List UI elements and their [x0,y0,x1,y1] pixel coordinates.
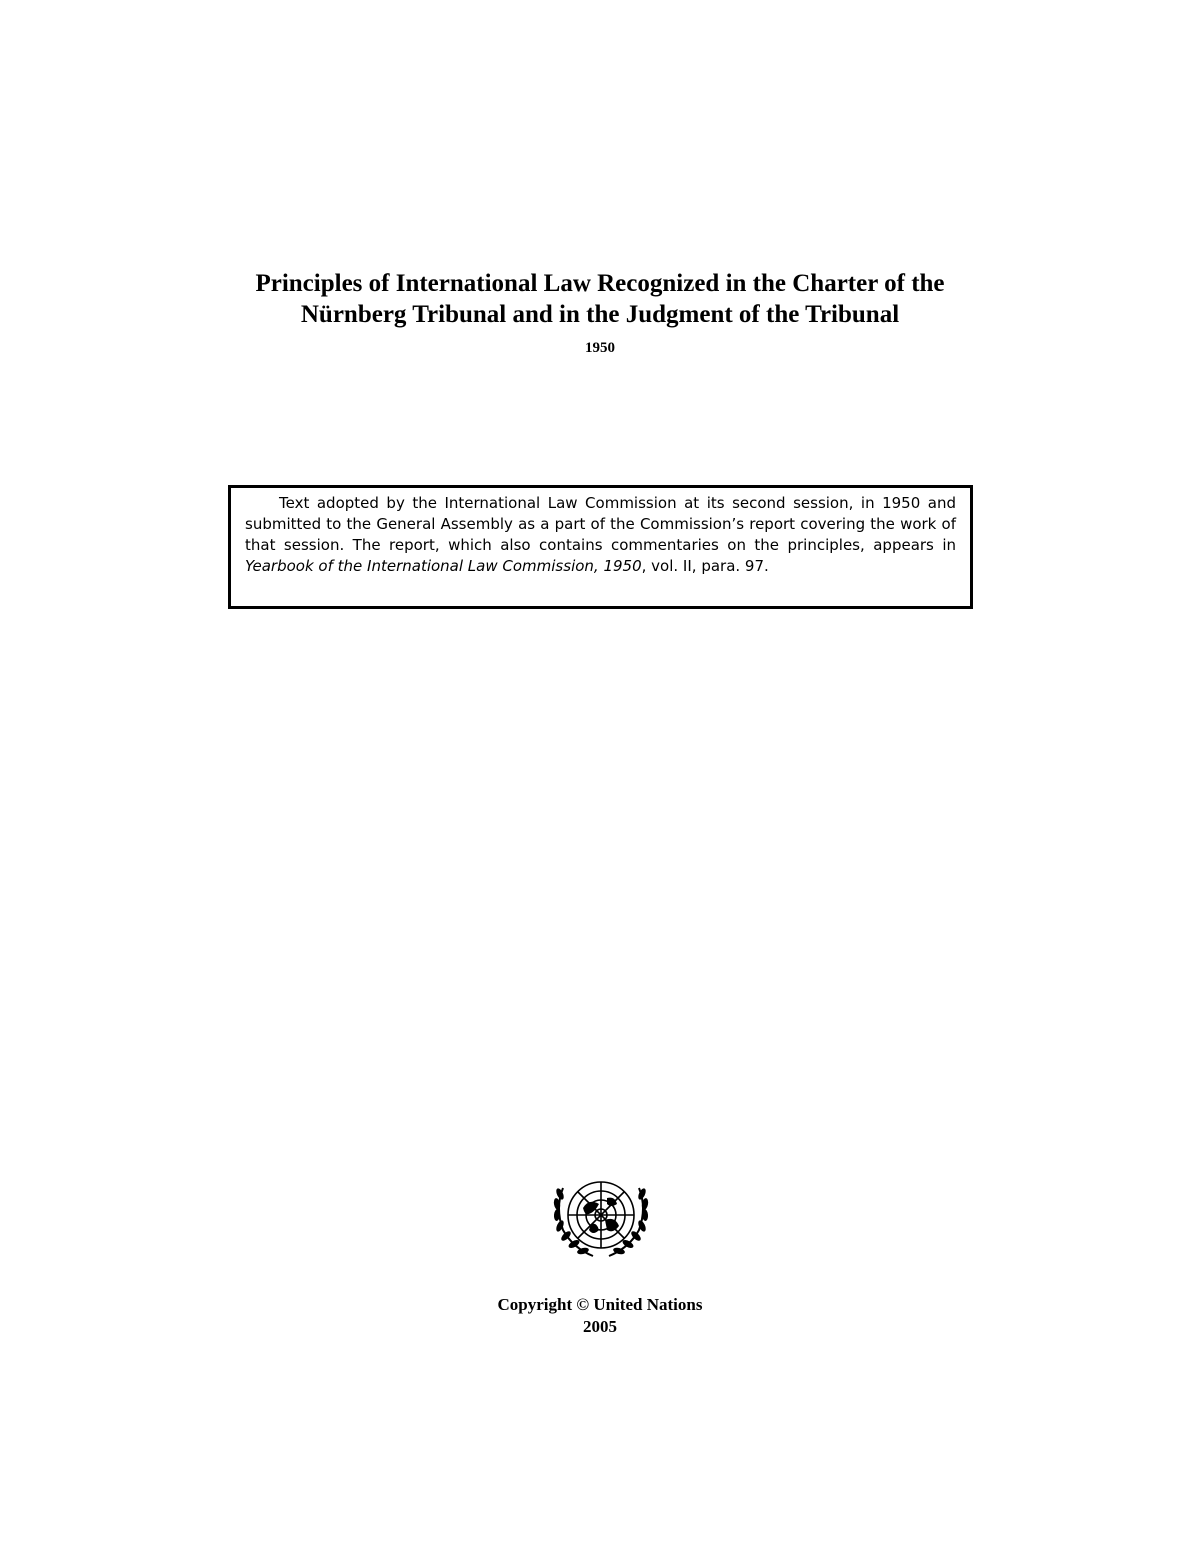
note-text-after-italic: , vol. II, para. 97. [641,557,769,575]
document-title-line1: Principles of International Law Recognized in the Charter of the [255,270,945,297]
document-title [150,268,1050,330]
note-text-before-italic: Text adopted by the International Law Commission at its second session, in 1950 and submitted to the General Assembly as a part of the Commission’s report covering the work of that session. The report, which also contains commentaries on the principles, appears in [245,494,956,554]
copyright-block [400,1294,800,1338]
copyright-text: Copyright © United Nations [497,1295,703,1314]
document-title-line2: Nürnberg Tribunal and in the Judgment of the Tribunal [300,301,900,328]
title-block [150,268,1050,357]
note-italic-citation: Yearbook of the International Law Commission, 1950 [245,557,642,575]
document-year: 1950 [585,340,615,356]
copyright-year: 2005 [583,1317,617,1336]
editorial-note-box [228,485,973,609]
editorial-note-text [245,493,956,577]
united-nations-emblem-icon [545,1168,657,1268]
